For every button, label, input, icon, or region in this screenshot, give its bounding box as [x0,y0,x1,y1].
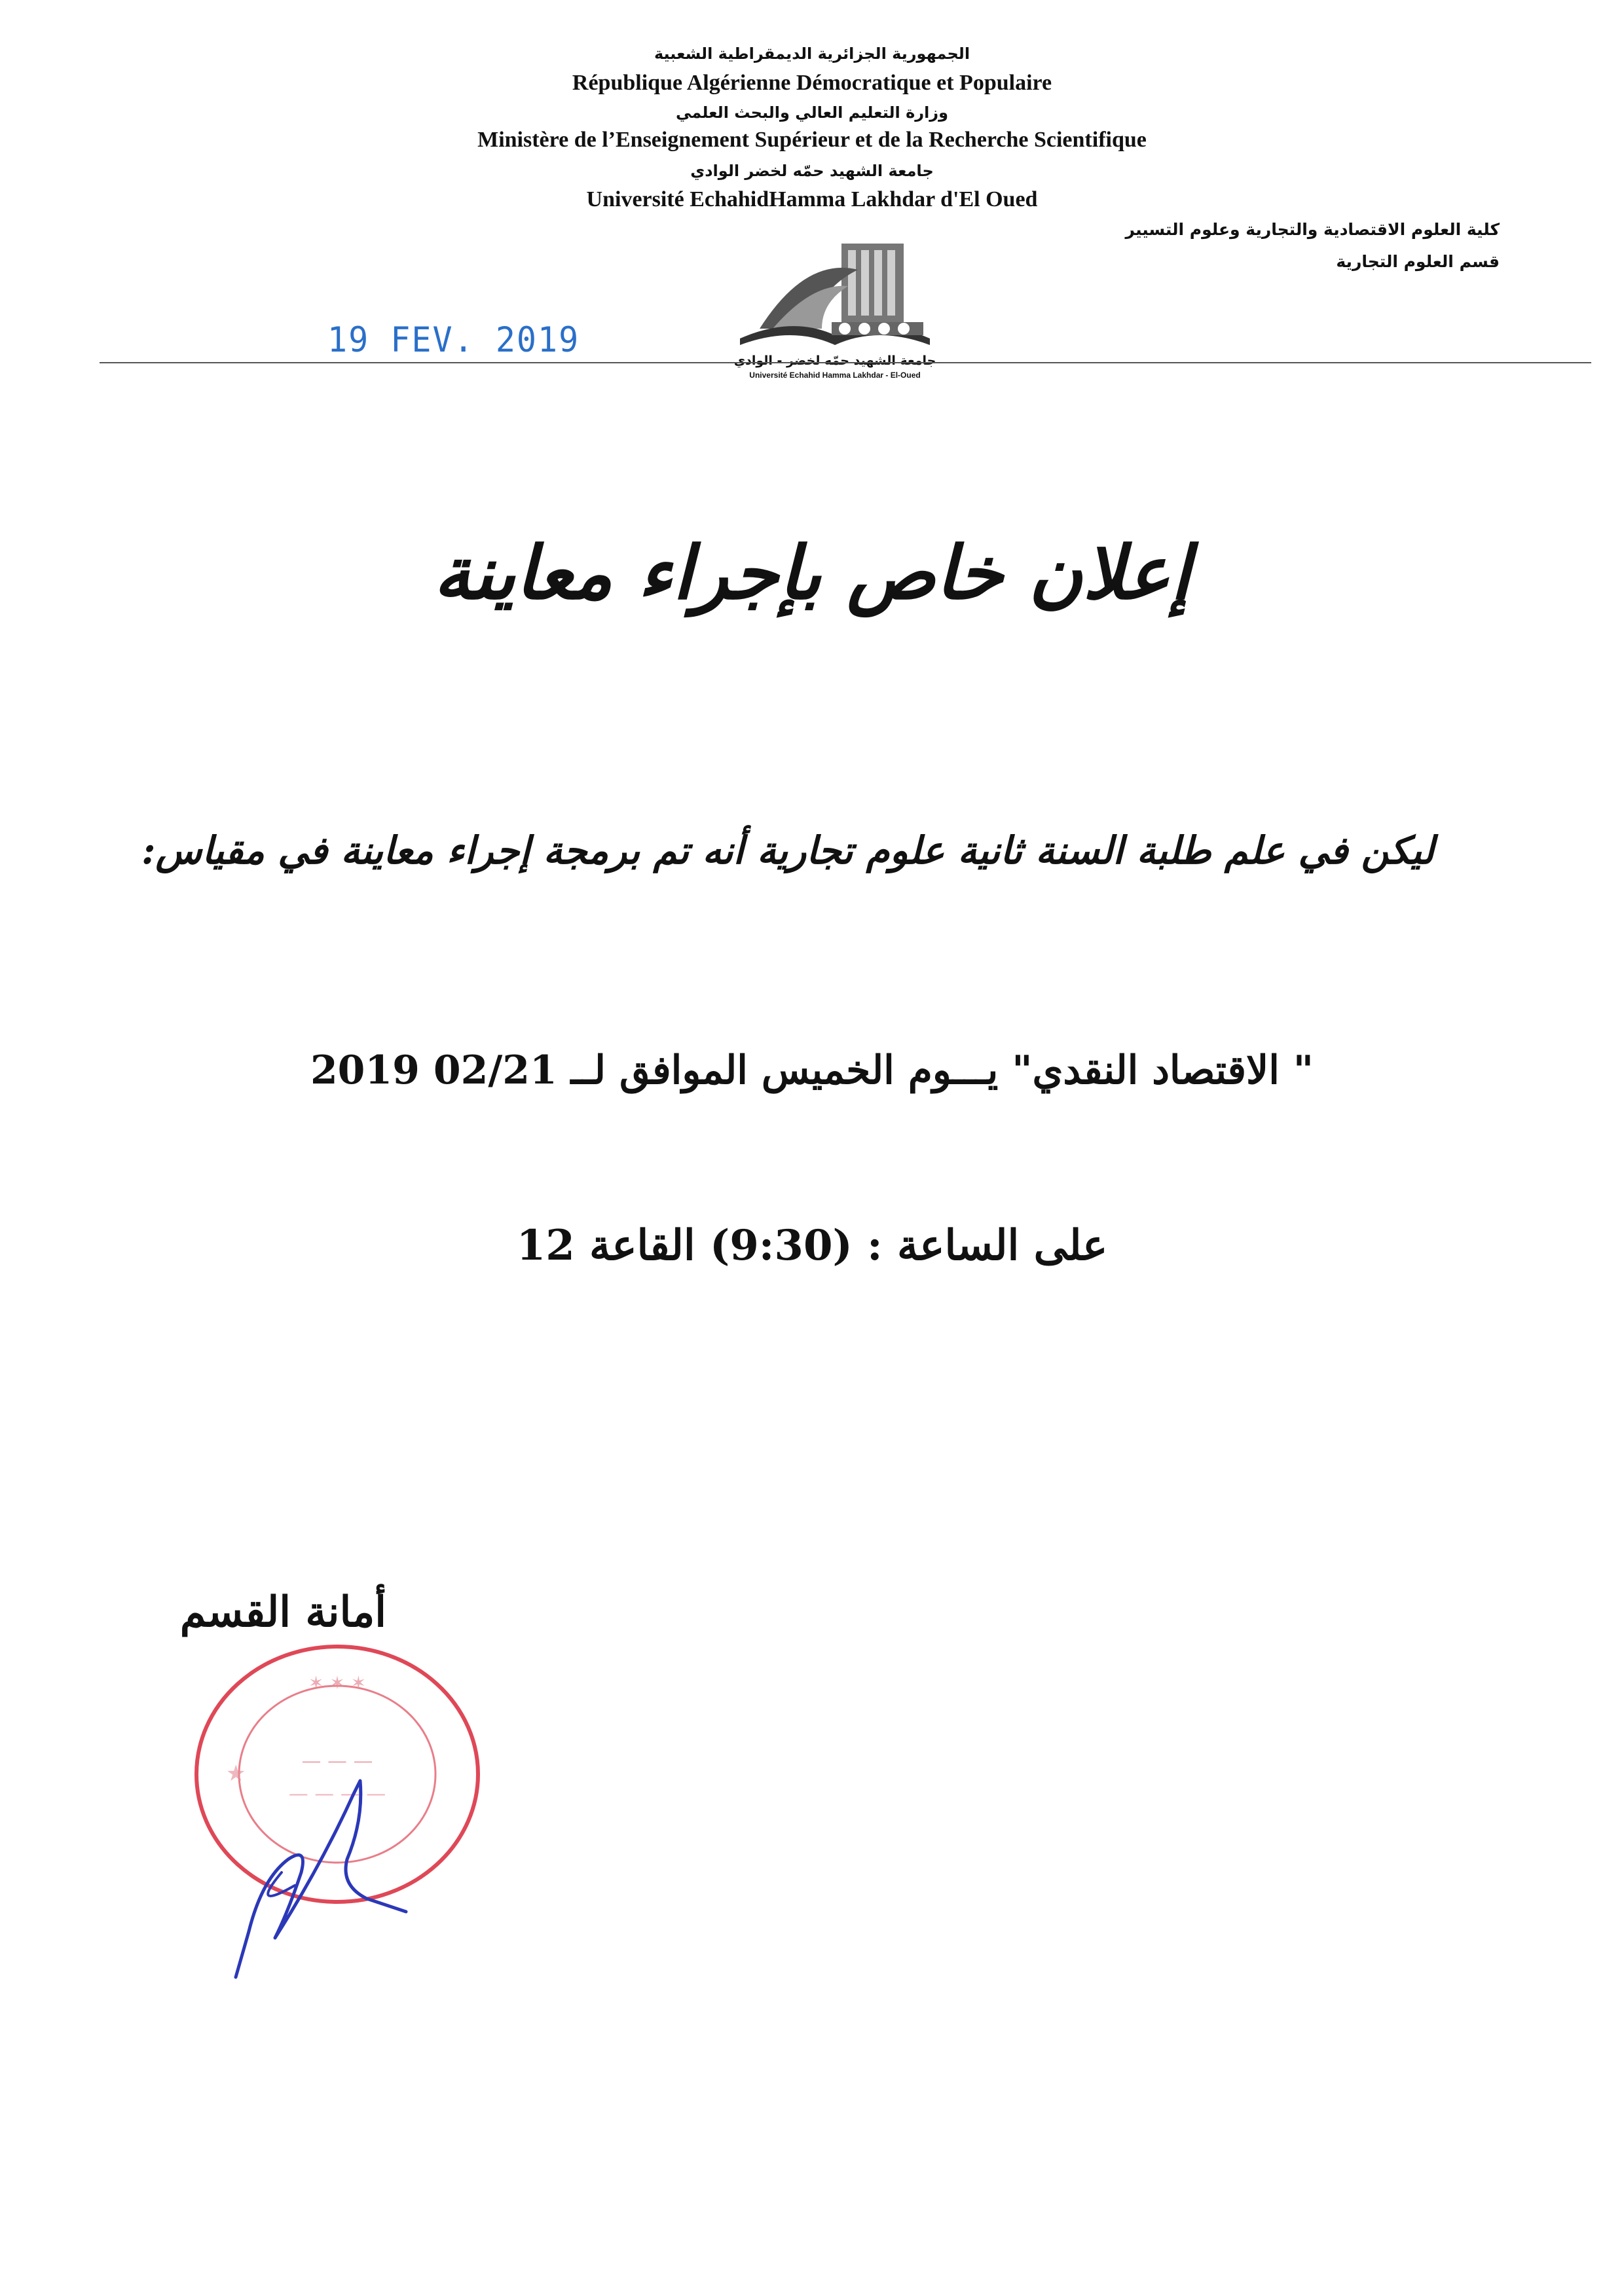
department-secretariat-label: أمانة القسم [179,1588,386,1637]
handwritten-signature-graphic [210,1715,419,1990]
svg-text:— — — —: — — — — [288,1783,386,1806]
header-university-fr: Université EchahidHamma Lakhdar d'El Oued [586,187,1038,211]
header-republic-ar: الجمهورية الجزائرية الديمقراطية الشعبية [654,45,970,63]
header-faculty-ar: كلية العلوم الاقتصادية والتجارية وعلوم التسيير [1125,220,1500,239]
logo-caption-ar: جامعة الشهيد حمّه لخضر - الوادي [733,354,936,368]
handwritten-signature [210,1715,419,1990]
header-ministry-ar: وزارة التعليم العالي والبحث العلمي [675,103,949,122]
announcement-time-room: على الساعة : (9:30) القاعة 12 [516,1221,1108,1270]
svg-text:✶ ✶ ✶: ✶ ✶ ✶ [308,1672,367,1694]
university-logo [733,230,936,388]
announcement-intro: ليكن في علم طلبة السنة ثانية علوم تجارية أنه تم برمجة إجراء معاينة في مقياس: [141,828,1434,873]
logo-caption-fr: Université Echahid Hamma Lakhdar - El-Oued [749,371,921,380]
date-stamp: 19 FEV. 2019 [327,319,580,360]
header-university-ar: جامعة الشهيد حمّه لخضر الوادي [690,162,934,180]
svg-text:— — —: — — — [301,1750,373,1773]
announcement-module-date: " الاقتصاد النقدي" يـــوم الخميس الموافق لــ 02/21 2019 [310,1048,1314,1093]
header-ministry-fr: Ministère de l’Enseignement Supérieur et de la Recherche Scientifique [477,128,1147,152]
header-republic-fr: République Algérienne Démocratique et Populaire [572,71,1052,95]
header-divider [100,362,1591,363]
announcement-title: إعلان خاص بإجراء معاينة [433,530,1191,616]
header-department-ar: قسم العلوم التجارية [1336,252,1500,271]
svg-text:★: ★ [226,1760,246,1787]
